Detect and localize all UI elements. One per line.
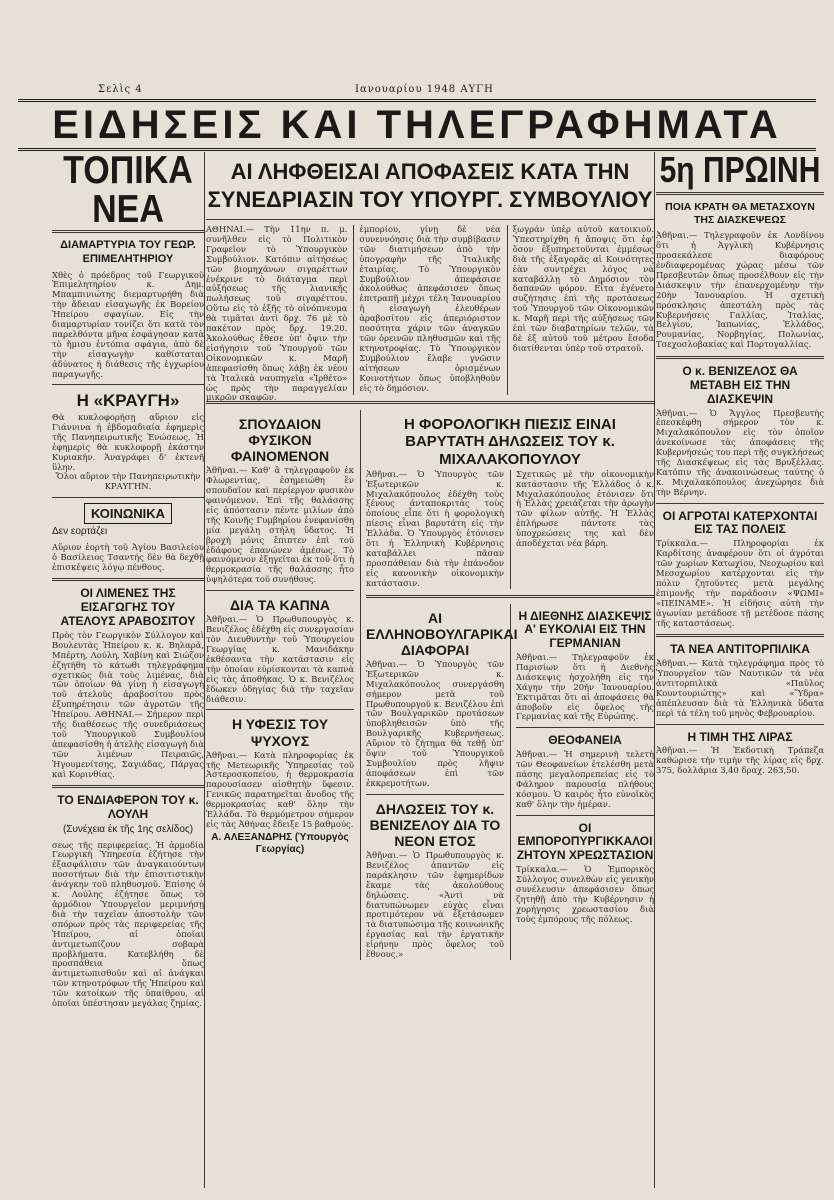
divider — [52, 497, 204, 498]
article-headline: Η ΔΙΕΘΝΗΣ ΔΙΑΣΚΕΨΙΣ Α' ΕΥΚΟΛΙΑΙ ΕΙΣ ΤΗΝ ΓΕΡΜΑΝΙΑΝ — [518, 608, 652, 651]
divider — [516, 815, 654, 816]
article-headline: ΟΙ ΑΓΡΟΤΑΙ ΚΑΤΕΡΧΟΝΤΑΙ ΕΙΣ ΤΑΣ ΠΟΛΕΙΣ — [662, 508, 818, 537]
article-headline: Η «ΚΡΑΥΓΗ» — [76, 391, 180, 411]
article-headline: ΠΟΙΑ ΚΡΑΤΗ ΘΑ ΜΕΤΑΣΧΟΥΝ ΤΗΣ ΔΙΑΣΚΕΨΕΩΣ — [665, 201, 815, 227]
article-headline: ΔΗΛΩΣΕΙΣ ΤΟΥ κ. ΒΕΝΙΖΕΛΟΥ ΔΙΑ ΤΟ ΝΕΟΝ ΕΤΟΣ — [369, 800, 501, 849]
article-headline: ΔΙΑΜΑΡΤΥΡΙΑ ΤΟΥ ΓΕΩΡ. ΕΠΙΜΕΛΗΤΗΡΙΟΥ — [60, 239, 196, 265]
local-news-title: ΤΟΠΙΚΑ ΝΕΑ — [63, 148, 193, 232]
divider — [366, 794, 504, 795]
divider — [52, 578, 204, 581]
lead-article — [206, 224, 654, 403]
issue-date: Ιανουαρίου 1948 ΑΥΓΗ — [355, 84, 494, 95]
article-subheading: (Συνέχεια ἐκ τῆς 1ης σελίδος) — [62, 824, 194, 836]
section-masthead: ΕΙΔΗΣΕΙΣ ΚΑΙ ΤΗΛΕΓΡΑΦΗΜΑΤΑ — [18, 99, 816, 151]
morning-news-title: 5η ΠΡΩΙΝΗ — [659, 150, 821, 191]
article-body: Ὅλοι αὔριον τὴν Πανηπειρωτικὴν ΚΡΑΥΓΗΝ. — [55, 471, 201, 492]
article-headline: ΟΙ ΕΜΠΟΡΟΠΥΡΓΙΚΚΑΛΟΙ ΖΗΤΟΥΝ ΧΡΕΩΣΤΑΣΙΟΝ — [516, 820, 654, 863]
article-body: Ἀθῆναι.— Κατὰ πληροφορίας ἐκ τῆς Μετεωρικῆς Ὑπηρεσίας τοῦ Ἀστεροσκοπείου, ἡ θερμοκρασία παρουσίασεν αἰσθητὴν ὕφεσιν. Γενικῶς παρατηρεῖται ἄνοδος τῆς θερμοκρασίας καθ' ὅλην τὴν Ἑλλάδα. Τὸ θερμόμετρον σήμερον εἰς τὰς Ἀθήνας ἔδειξε 15 βαθμούς. — [206, 749, 354, 829]
left-subcolumn — [206, 410, 354, 960]
article-body: ἐμπορίου, γίνῃ δὲ νέα συνεννόησις διὰ τὴν συμβίβασιν τῶν διατιμήσεων ἀπὸ τὴν ὑπογραφὴν τῆς Ἰταλικῆς ἐταιρίας. Τὸ Ὑπουργικὸν Συμβούλιον ἀπεφάσισε ἀκολούθως ἀπεφάσισεν ὅπως ἐπιτραπῇ μέχρι τέλη Ἰανουαρίου ἡ εἰσαγωγὴ ἐλευθέρων ἀραβοσίτου εἰς ἀπεριόριστον ποσότητα χάριν τῶν ἀναγκῶν τῶν ὀρεινῶν πληθυσμῶν καὶ τῆς κτηνοτροφίας. Τὸ Ὑπουργικὸν Συμβούλιον ἔλαβε γνῶσιν αἰτήσεων ὁρισμένων Κοινοτήτων ὅπως ὑποβληθοῦν εἰς τὸ δημόσιον. — [359, 224, 501, 393]
divider — [206, 590, 354, 591]
article-body: Ἀθῆναι.— Ὁ Πρωθυπουργὸς κ. Βενιζέλος ἀπαντῶν εἰς παράκλησιν τῶν ἐφημερίδων ἔκαμε τὰς ἀκολούθους δηλώσεις. «Ἀντὶ νὰ διατυπώνωμεν εὐχὰς εἶναι προτιμότερον νὰ ἐξετάσωμεν τὰ διατυπώσιμα τῆς κοινωνικῆς ἐργασίας καὶ τὴν ἐργατικὴν εἰρήνην πρὸς ὄφελος τοῦ ἔθνους.» — [366, 849, 504, 960]
divider — [516, 727, 654, 728]
column-rule — [204, 152, 205, 1188]
divider — [656, 356, 824, 359]
article-subheading: Δεν εορτάζει — [52, 526, 108, 538]
article-body: Ἀθῆναι.— Ὁ Ὑπουργὸς τῶν Ἐξωτερικῶν κ. Μιχαλακόπουλος ἐδέχθη τοὺς ξένους ἀνταποκριτὰς τοὺς ὁποίους εἶπε ὅτι ἡ φορολογικὴ πίεσις εἶναι βαρυτάτη εἰς τὴν Ἑλλάδα. Ὁ Ὑπουργὸς ἐτόνισεν ὅτι ἡ Ἑλληνικὴ Κυβέρνησις καταβάλλει πᾶσαν προσπάθειαν διὰ τὴν ἐπάνοδον εἰς κανονικὴν οἰκονομικὴν κατάστασιν. — [366, 468, 504, 588]
article-body: ξωγράν ὑπὲρ αὐτοῦ κατοικιοῦ. Ὑπεστηρίχθη ἡ ἄποψις ὅτι ἐφ' ὅσον ἐξυπηρετοῦνται ἐμμέσως διὰ τῆς ἐξαγορᾶς αἱ Κοινότητες ἐὰν συντρέχει λόγος νὰ καταβάλλῃ τὸ Δημόσιον τὸν δαπανῶν φόρον. Εἶτα ἐγένετο συζήτησις ἐπὶ τῆς προτάσεως τοῦ Ὑπουργοῦ τῶν Οἰκονομικῶν κ. Μαρῆ περὶ τῆς αὐξήσεως τῶν ἐπὶ τῶν διαβατηρίων τελῶν, τὰ δὲ ἐξ αὐτοῦ τοῦ μέτρου ἔσοδα διατίθενται ὑπὲρ τοῦ στρατοῦ. — [512, 224, 654, 353]
divider — [52, 384, 204, 385]
article-body: Θὰ κυκλοφορήσῃ αὔριον εἰς Γιάννινα ἡ ἑβδομαδιαία ἐφημερὶς τῆς Πανηπειρωτικῆς Ἑνώσεως. Ἡ ἐφημερὶς θὰ κυκλοφορῇ ἐκάστην Κυριακήν. Ἀναγράφει δ' ἐκτενῆ ὕλην. — [52, 412, 204, 472]
article-signature: Α. ΑΛΕΞΑΝΔΡΗΣ (Ὑπουργὸς Γεωργίας) — [211, 831, 349, 856]
article-headline: Η ΥΦΕΣΙΣ ΤΟΥ ΨΥΧΟΥΣ — [231, 716, 329, 749]
article-headline: ΟΙ ΛΙΜΕΝΕΣ ΤΗΣ ΕΙΣΑΓΩΓΗΣ ΤΟΥ ΑΤΕΛΟΥΣ ΑΡΑΒΟΣΙΤΟΥ — [60, 586, 196, 629]
divider — [52, 785, 204, 788]
article-headline: Η ΦΟΡΟΛΟΓΙΚΗ ΠΙΕΣΙΣ ΕΙΝΑΙ ΒΑΡΥΤΑΤΗ ΔΗΛΩΣΕΙΣ ΤΟΥ κ. ΜΙΧΑΛΑΚΟΠΟΥΛΟΥ — [404, 416, 616, 468]
social-section-title: ΚΟΙΝΩΝΙΚΑ — [84, 503, 172, 524]
top-margin — [0, 0, 834, 100]
article-body: Ἀθῆναι.— Κατὰ τηλεγράφημα πρὸς τὸ Ὑπουργεῖον τῶν Ναυτικῶν τὰ νέα ἀντιτορπιλικὰ «Παῦλος Κουντουριώτης» καὶ «Ὕδρα» ἀπέπλευσαν διὰ τὰ Ἑλληνικὰ ὕδατα περὶ τὰ τέλη τοῦ μηνὸς Φεβρουαρίου. — [656, 658, 824, 718]
divider — [656, 724, 824, 725]
article-body: Ἀθῆναι.— Τηλεγραφοῦν ἐκ Λονδίνου ὅτι ἡ Ἀγγλικὴ Κυβέρνησις προσεκάλεσε διαφόρους ἐνδιαφερομένας χώρας μέσω τῶν Πρεσβευτῶν ὅπως προσέλθουν εἰς τὴν Διάσκεψιν τὴν ἐπανερχομένην τὴν 20ὴν Ἰανουαρίου. Ἡ σχετικὴ πρόσκλησις ἀπεστάλη πρὸς τὰς Κυβερνήσεις Γαλλίας, Ἰταλίας, Βελγίου, Ἰαπωνίας, Ἑλλάδος, Ρουμανίας, Νορβηγίας, Πολωνίας, Τσεχοσλοβακίας καὶ Πορτογαλλίας. — [656, 230, 824, 350]
article-headline: ΤΟ ΕΝΔΙΑΦΕΡΟΝ ΤΟΥ κ. ΛΟΥΛΗ — [57, 793, 199, 822]
divider — [206, 709, 354, 710]
article-headline: ΤΑ ΝΕΑ ΑΝΤΙΤΟΡΠΙΛΙΚΑ — [670, 642, 810, 657]
article-body: Αὔριον ἑορτὴ τοῦ Ἁγίου Βασιλείου ὁ Βασίλειος Τσαντής δὲν θὰ δεχθῇ ἐπισκέψεις λόγῳ πένθους. — [52, 541, 204, 572]
right-subcolumns — [360, 410, 654, 960]
article-body: Σχετικῶς μὲ τὴν οἰκονομικὴν κατάστασιν τῆς Ἑλλάδος ὁ κ. Μιχαλακόπουλος ἐτόνισεν ὅτι ἡ Ἑλλὰς χρειάζεται τὴν ἀρωγὴν τῶν φίλων αὐτῆς. Ἡ Ἑλλὰς ἐπλήρωσε πάντοτε τὰς ὑποχρεώσεις της καὶ δὲν ἀποδέχεται νέα βάρη. — [516, 468, 654, 549]
article-headline: Ο κ. ΒΕΝΙΖΕΛΟΣ ΘΑ ΜΕΤΑΒΗ ΕΙΣ ΤΗΝ ΔΙΑΣΚΕΨΙΝ — [682, 364, 798, 406]
article-headline: ΑΙ ΕΛΛΗΝΟΒΟΥΛΓΑΡΙΚΑΙ ΔΙΑΦΟΡΑΙ — [366, 609, 518, 658]
article-body: Ἀθῆναι.— Τηλεγραφοῦν ἐκ Παρισίων ὅτι ἡ Διεθνὴς Διάσκεψις ἠσχολήθη εἰς τὴν Χάγην τὴν 20ὴν Ἰανουαρίου. Ἐκτιμᾶται ὅτι αἱ ἀποφάσεις θὰ ἀποβοῦν εἰς ὄφελος τῆς Γερμανίας καὶ τῆς Εὐρώπης. — [516, 652, 654, 722]
divider — [206, 219, 654, 220]
article-body: Χθὲς ὁ πρόεδρος τοῦ Γεωργικοῦ Ἐπιμελητηρίου κ. Δημ. Μπαμπινιώτης διεμαρτυρήθη διὰ τὴν ἄδειαν εἰσαγωγῆς ἐκ Βορείου Ἠπείρου σφαγίων. Εἰς τὴν διαμαρτυρίαν τονίζει ὅτι κατὰ τὸν παρελθόντα μῆνα ἐσφάγησαν κατὰ τὸ ἥμισυ ἐντόπια σφάγια, ἀπὸ δὲ τὴν εἰσαγωγὴν καθίσταται ἀδύνατος ἡ διάθεσις τῆς ἐγχωρίου παραγωγῆς. — [52, 269, 204, 379]
column-rule — [654, 152, 655, 1188]
article-body: ΑΘΗΝΑΙ.— Τὴν 11ην π. μ. συνῆλθεν εἰς τὸ Πολιτικὸν Γραφεῖον τὸ Ὑπουργικὸν Συμβούλιον. Κατόπιν αἰτήσεως τῶν βιομηχάνων σιγαρέττων ἐνέκρινε τὸ διάταγμα περὶ αὐξήσεως τῆς λιανικῆς πωλήσεως τοῦ σιγαρέττου. Οὕτω εἰς τὸ ἑξῆς τὸ οἰνόπνευμα θὰ τιμᾶται ἀντὶ δρχ. 76 μὲ τὸ πακέτον πρὸς δρχ. 19.20. Ἀκολούθως ἔθεσε ὑπ' ὄψιν τὴν εἰσήγησιν τοῦ Ὑπουργοῦ τῶν Οἰκονομικῶν κ. Μαρῆ ἀπεφασίσθη ὅπως λάβῃ ἐκ νέου τὰ Ἰταλικὰ ναυπηγεῖα «Ἰρθέτο» ὡς πρὸς τὴν παραγγελίαν μικρῶν σκαφῶν. — [206, 224, 348, 403]
article-body: Ἀθῆναι.— Καθ' ἃ τηλεγραφοῦν ἐκ Φλωρεντίας, ἐσημειώθη ἓν σπουδαῖον καὶ περίεργον φυσικὸν φαινόμενον. Ἐπὶ τῆς θαλάσσης εἰς ἀπόστασιν πέντε μιλίων ἀπὸ τῆς Κοινῆς Γυμβηρίου ἐνεφανίσθη μία μεγάλη στήλη ὕδατος. Ἡ βροχὴ μόνις ἔπιπτεν ἐπὶ τοῦ ἐδάφους ἐπανώνεν ἀμέσως. Τὸ φαινόμενον ἐξηγεῖται ἐκ τοῦ ὅτι ἡ θερμοκρασία τῆς θαλάσσης ἦτο ὑψηλότερα τοῦ συνήθους. — [206, 465, 354, 585]
article-body: Ἀθῆναι.— Ἡ Ἐκδοτικὴ Τράπεζα καθώρισε τὴν τιμὴν τῆς λίρας εἰς δρχ. 375, δολλάρια 3,40 δραχ. 263,50. — [656, 745, 824, 776]
morning-news-column — [656, 152, 824, 1188]
lower-articles — [206, 410, 654, 960]
divider — [656, 634, 824, 637]
page-number: Σελὶς 4 — [98, 84, 143, 95]
divider — [656, 503, 824, 504]
article-body: Τρίκκαλα.— Πληροφορίαι ἐκ Καρδίτσης ἀναφέρουν ὅτι οἱ ἀγρόται τῶν χωρίων Κατωχίου, Νεοχωρίου καὶ Μεσοχωρίου κατέρχονται εἰς τὴν πόλιν ζητοῦντες μετὰ μεγάλης ἐπιμονῆς τὴν παράδοσιν «ΨΩΜΙ» «ΠΕΙΝΑΜΕ». Ἡ εἰδήσις αὐτὴ τὴν ἀγωνίαν μετάδοσε τῇ μετέδοσε πάσης τῆς καταστάσεως. — [656, 538, 824, 628]
article-body: Πρὸς τὸν Γεωργικὸν Σύλλογον καὶ Βουλευτὰς Ἠπείρου κ. κ. Βηλαρᾶ, Μπέρτη, Λούλη, Χαβίνη καὶ Σιώζον ἐζητήθη τὸ κάτωθι τηλεγράφημα σχετικῶς διὰ τοὺς λιμένας, διὰ τῶν ὁποίων θὰ γίνῃ ἡ εἰσαγωγὴ τοῦ ἀτελοῦς ἀραβοσίτου πρὸς ἐξυπηρέτησιν τῶν ἀγροτῶν τῆς Ἠπείρου. ΑΘΗΝΑΙ.— Σήμερον περὶ τῆς διαθέσεως τῆς συνεδριάσεως τοῦ Ὑπουργικοῦ Συμβουλίου ἀπεφασίσθη ἡ ἀτελὴς εἰσαγωγὴ διὰ τῶν λιμένων Πειραιῶς, Ἠγουμενίτσης, Σαγιάδας, Πάργας καὶ Κορινθίας. — [52, 629, 204, 779]
article-body: Ἀθῆναι.— Ὁ Ὑπουργὸς τῶν Ἐξωτερικῶν κ. Μιχαλακόπουλος συνεργάσθη σήμερον μετὰ τοῦ Πρωθυπουργοῦ κ. Βενιζέλου ἐπὶ τῶν Βουλγαρικῶν προτάσεων ὑποβληθεισῶν ὑπὸ τῆς Βουλγαρικῆς Κυβερνήσεως. Αὔριον τὸ ζήτημα θὰ τεθῇ ὑπ' ὄψιν τοῦ Ὑπουργικοῦ Συμβουλίου πρὸς λῆψιν ἀποφάσεων ἐπὶ τῶν ἐκκρεμοτήτων. — [366, 658, 504, 788]
article-body: Ἀθῆναι.— Ὁ Ἄγγλος Πρεσβευτὴς ἐπεσκέφθη σήμερον τὸν κ. Μιχαλακόπουλον εἰς τὸν ὁποῖον ἀνεκοίνωσε τὰς ἀποφάσεις τῆς Κυβερνήσεώς του περὶ τῆς συγκλήσεως τῆς Διασκέψεως εἰς τὰς Βρυξέλλας. Κατόπιν τῆς ἀνακοινώσεως ταύτης ὁ κ. Μιχαλακόπουλος ἀνεχώρησε διὰ τὴν Βέρνην. — [656, 407, 824, 497]
divider — [656, 192, 824, 195]
article-body: Ἀθῆναι.— Ὁ Πρωθυπουργὸς κ. Βενιζέλος ἐδέχθη εἰς συνεργασίαν τὸν Διευθυντὴν τοῦ Ὑπουργείου Γεωργίας κ. Μανιδάκην ἐκθέσαντα τὴν κατάστασιν εἰς τὴν ὁποίαν εὑρίσκονται τὰ καπνὰ εἰς τὰς ἀποθήκας. Ὁ κ. Βενιζέλος ἔδωκεν ὁδηγίας διὰ τὴν ταχεῖαν διάθεσιν. — [206, 614, 354, 704]
lead-headline: ΑΙ ΛΗΦΘΕΙΣΑΙ ΑΠΟΦΑΣΕΙΣ ΚΑΤΑ ΤΗΝ ΣΥΝΕΔΡΙΑΣΙΝ ΤΟΥ ΥΠΟΥΡΓ. ΣΥΜΒΟΥΛΙΟΥ — [207, 159, 653, 212]
article-headline: ΘΕΟΦΑΝΕΙΑ — [548, 733, 622, 748]
divider — [366, 595, 654, 598]
article-headline: Η ΤΙΜΗ ΤΗΣ ΛΙΡΑΣ — [687, 729, 793, 744]
article-headline: ΣΠΟΥΔΑΙΟΝ ΦΥΣΙΚΟΝ ΦΑΙΝΟΜΕΝΟΝ — [230, 416, 330, 465]
article-body: σεως τῆς περιφερείας. Ἡ ἀρμοδία Γεωργικὴ Ὑπηρεσία ἐζήτησε τὴν ἐξασφάλισιν τῶν ἀναγκαιούντων ποσοτήτων διὰ τὴν ἐπισιτιστικὴν ἀνάγκην τοῦ πληθυσμοῦ. Ἐπίσης ὁ κ. Λούλης ἐζήτησε ὅπως τὸ ἀρμόδιον Ὑπουργεῖον μεριμνήσῃ διὰ τὴν ταχεῖαν ἀποστολὴν τῶν σπόρων πρὸς τὰς περιφερείας τῆς Ἠπείρου, αἱ ὁποῖαι ἀντιμετωπίζουν σοβαρὰ προβλήματα. Κατεβλήθη δὲ προσπάθεια ὅπως ἀντιμετωπισθοῦν καὶ αἱ ἀνάγκαι τῶν κτηνοτρόφων τῆς Ἠπείρου καὶ τῶν κατοίκων τῆς ὑπαίθρου, αἱ ὁποῖαι ὑπέστησαν μεγάλας ζημίας. — [52, 839, 204, 1009]
article-body: Τρίκκαλα.— Ὁ Ἐμπορικὸς Σύλλογος συνελθὼν εἰς γενικὴν συνέλευσιν ἀπεφάσισεν ὅπως ζητηθῇ ἀπὸ τὴν Κυβέρνησιν ἡ χορήγησις χρεωστασίου διὰ τοὺς ἐμπόρους τῆς πόλεως. — [516, 863, 654, 924]
article-headline: ΔΙΑ ΤΑ ΚΑΠΝΑ — [229, 597, 331, 614]
article-body: Ἀθῆναι.— Ἡ σημερινὴ τελετὴ τῶν Θεοφανείων ἐτελέσθη μετὰ πάσης μεγαλοπρεπείας εἰς τὸ Φάληρον παρουσίᾳ πλήθους κόσμου. Ὁ καιρὸς ἦτο εὐνοϊκὸς καθ' ὅλην τὴν ἡμέραν. — [516, 749, 654, 809]
local-news-column — [52, 148, 204, 1188]
main-news-block — [206, 152, 654, 1188]
